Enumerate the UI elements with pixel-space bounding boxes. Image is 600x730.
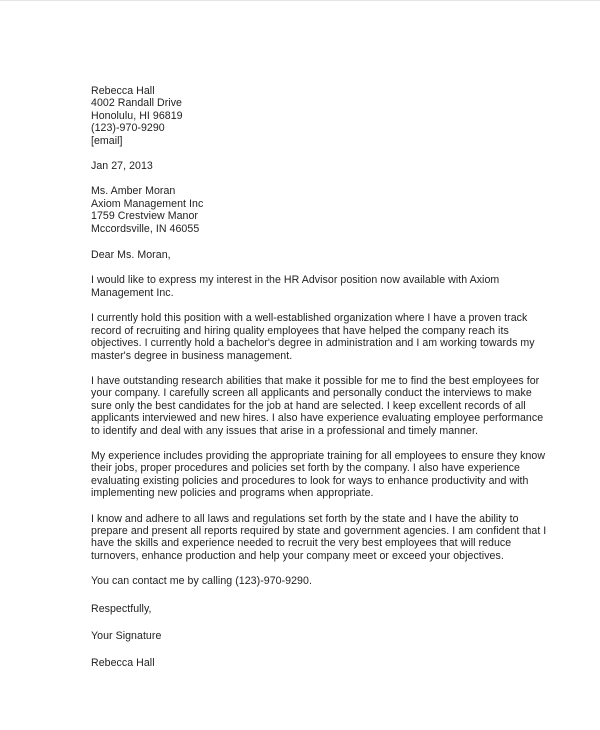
paragraph-line: I know and adhere to all laws and regulations set forth by the state and I have the ability to (91, 512, 519, 525)
paragraph-line: I would like to express my interest in the HR Advisor position now available with Axiom (91, 274, 500, 287)
paragraph-1 (91, 274, 551, 299)
page-top-edge (0, 0, 600, 1)
paragraph-line: record of recruiting and hiring quality employees that have helped the company reach its (91, 324, 509, 337)
sender-phone: (123)-970-9290 (91, 122, 165, 135)
closing: Respectfully, (91, 602, 152, 615)
sender-name: Rebecca Hall (91, 85, 155, 97)
salutation-block (91, 249, 551, 261)
signature-block (91, 630, 551, 642)
sender-email: [email] (91, 134, 123, 147)
signed-name: Rebecca Hall (91, 657, 155, 670)
paragraph-line: I currently hold this position with a well-established organization where I have a proven track (91, 312, 528, 325)
paragraph-line: Management Inc. (91, 286, 174, 299)
paragraph-line: have the skills and experience needed to recruit the very best employees that will reduce (91, 537, 512, 550)
salutation: Dear Ms. Moran, (91, 249, 171, 262)
paragraph-line: your company. I carefully screen all applicants and personally conduct the interviews to make (91, 387, 532, 400)
closing-block (91, 603, 551, 615)
paragraph-5 (91, 513, 551, 563)
recipient-city-state-zip: Mccordsville, IN 46055 (91, 222, 200, 235)
paragraph-2 (91, 312, 551, 362)
paragraph-line: master's degree in business management. (91, 349, 293, 362)
paragraph-line: sure only the best candidates for the job at hand are selected. I keep excellent records of all (91, 399, 526, 412)
paragraph-line: My experience includes providing the appropriate training for all employees to ensure they know (91, 449, 546, 462)
sender-city-state-zip: Honolulu, HI 96819 (91, 109, 183, 122)
recipient-street: 1759 Crestview Manor (91, 210, 198, 223)
paragraph-line: their jobs, proper procedures and policies set forth by the company. I also have experience (91, 462, 520, 475)
signed-name-block (91, 657, 551, 669)
paragraph-line: implementing new policies and programs when appropriate. (91, 487, 374, 500)
sender-address-block (91, 85, 551, 147)
sender-street: 4002 Randall Drive (91, 97, 182, 110)
recipient-company: Axiom Management Inc (91, 197, 204, 210)
paragraph-line: objectives. I currently hold a bachelor's degree in administration and I am working towards my (91, 337, 535, 350)
paragraph-line: to identify and deal with any issues that arise in a professional and timely manner. (91, 424, 478, 437)
paragraph-line: turnovers, enhance production and help your company meet or exceed your objectives. (91, 549, 504, 562)
signature-line: Your Signature (91, 630, 162, 642)
letter-date: Jan 27, 2013 (91, 160, 153, 173)
paragraph-line: applicants interviewed and new hires. I also have experience evaluating employee performance (91, 412, 544, 425)
recipient-address-block (91, 185, 551, 235)
paragraph-line: You can contact me by calling (123)-970-9290. (91, 575, 312, 588)
paragraph-line: evaluating existing policies and procedures to look for ways to enhance productivity and with (91, 474, 529, 487)
paragraph-6 (91, 575, 551, 587)
recipient-name: Ms. Amber Moran (91, 185, 176, 198)
letter-date-block (91, 160, 551, 172)
paragraph-line: I have outstanding research abilities that make it possible for me to find the best employees for (91, 374, 540, 387)
paragraph-3 (91, 375, 551, 437)
cover-letter (91, 85, 551, 670)
paragraph-line: prepare and present all reports required by state and government agencies. I am confident that I (91, 524, 547, 537)
paragraph-4 (91, 450, 551, 500)
